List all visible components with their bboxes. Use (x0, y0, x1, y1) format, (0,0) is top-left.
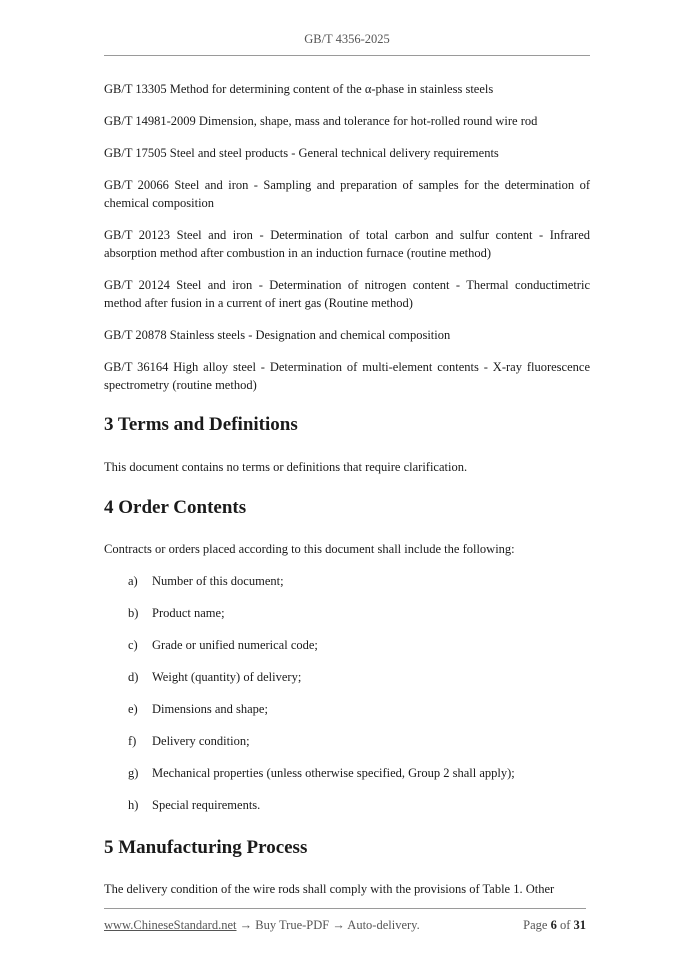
reference-item: GB/T 20878 Stainless steels - Designation and chemical composition (104, 328, 451, 342)
list-item-text: Special requirements. (152, 798, 261, 812)
list-item (104, 796, 590, 828)
site-link[interactable]: www.ChineseStandard.net (104, 918, 237, 932)
page-header: GB/T 4356-2025 (304, 32, 390, 46)
section-3-heading: 3 Terms and Definitions (104, 414, 298, 435)
reference-item: GB/T 14981-2009 Dimension, shape, mass and tolerance for hot-rolled round wire rod (104, 114, 538, 128)
reference-item: GB/T 20123 Steel and iron - Determination of total carbon and sulfur content - Infrared absorption method after combustion in an induction furnace (routine method) (104, 228, 590, 260)
list-marker: f) (128, 734, 137, 748)
footer-promo-text: → Buy True-PDF → Auto-delivery. (236, 918, 420, 932)
list-item-text: Number of this document; (152, 574, 284, 588)
reference-item: GB/T 36164 High alloy steel - Determination of multi-element contents - X-ray fluorescence spectrometry (routine method) (104, 360, 590, 392)
list-item (104, 604, 590, 636)
list-marker: g) (128, 766, 139, 780)
list-item (104, 764, 590, 796)
list-marker: e) (128, 702, 138, 716)
normative-references-list (104, 80, 590, 394)
list-item-text: Weight (quantity) of delivery; (152, 670, 302, 684)
list-item-text: Dimensions and shape; (152, 702, 268, 716)
list-marker: h) (128, 798, 139, 812)
list-item-text: Mechanical properties (unless otherwise specified, Group 2 shall apply); (152, 766, 515, 780)
order-contents-list (104, 572, 590, 828)
reference-item: GB/T 17505 Steel and steel products - General technical delivery requirements (104, 146, 499, 160)
page-indicator (523, 918, 586, 933)
list-item-text: Product name; (152, 606, 225, 620)
list-item (104, 732, 590, 764)
reference-item: GB/T 20066 Steel and iron - Sampling and preparation of samples for the determination of chemical composition (104, 178, 590, 210)
of-label: of (559, 918, 571, 932)
page-total: 31 (573, 918, 586, 932)
list-item-text: Grade or unified numerical code; (152, 638, 318, 652)
section-5-text: The delivery condition of the wire rods shall comply with the provisions of Table 1. Other (104, 882, 555, 896)
list-marker: a) (128, 574, 138, 588)
section-3-text: This document contains no terms or definitions that require clarification. (104, 460, 468, 474)
header-divider (104, 55, 590, 56)
page-label: Page (523, 918, 548, 932)
list-item (104, 668, 590, 700)
list-marker: d) (128, 670, 139, 684)
list-item (104, 572, 590, 604)
list-item (104, 700, 590, 732)
list-item-text: Delivery condition; (152, 734, 250, 748)
section-5-heading: 5 Manufacturing Process (104, 837, 308, 858)
section-4-intro: Contracts or orders placed according to this document shall include the following: (104, 542, 515, 556)
reference-item: GB/T 13305 Method for determining content of the α-phase in stainless steels (104, 82, 494, 96)
list-marker: c) (128, 638, 138, 652)
reference-item: GB/T 20124 Steel and iron - Determination of nitrogen content - Thermal conductimetric method after fusion in a current of inert gas (Routine method) (104, 278, 590, 310)
list-item (104, 636, 590, 668)
list-marker: b) (128, 606, 139, 620)
footer-divider (104, 908, 586, 909)
footer-promo (104, 918, 420, 933)
section-4-heading: 4 Order Contents (104, 497, 247, 518)
page-number: 6 (550, 918, 557, 932)
page-footer (104, 918, 586, 933)
